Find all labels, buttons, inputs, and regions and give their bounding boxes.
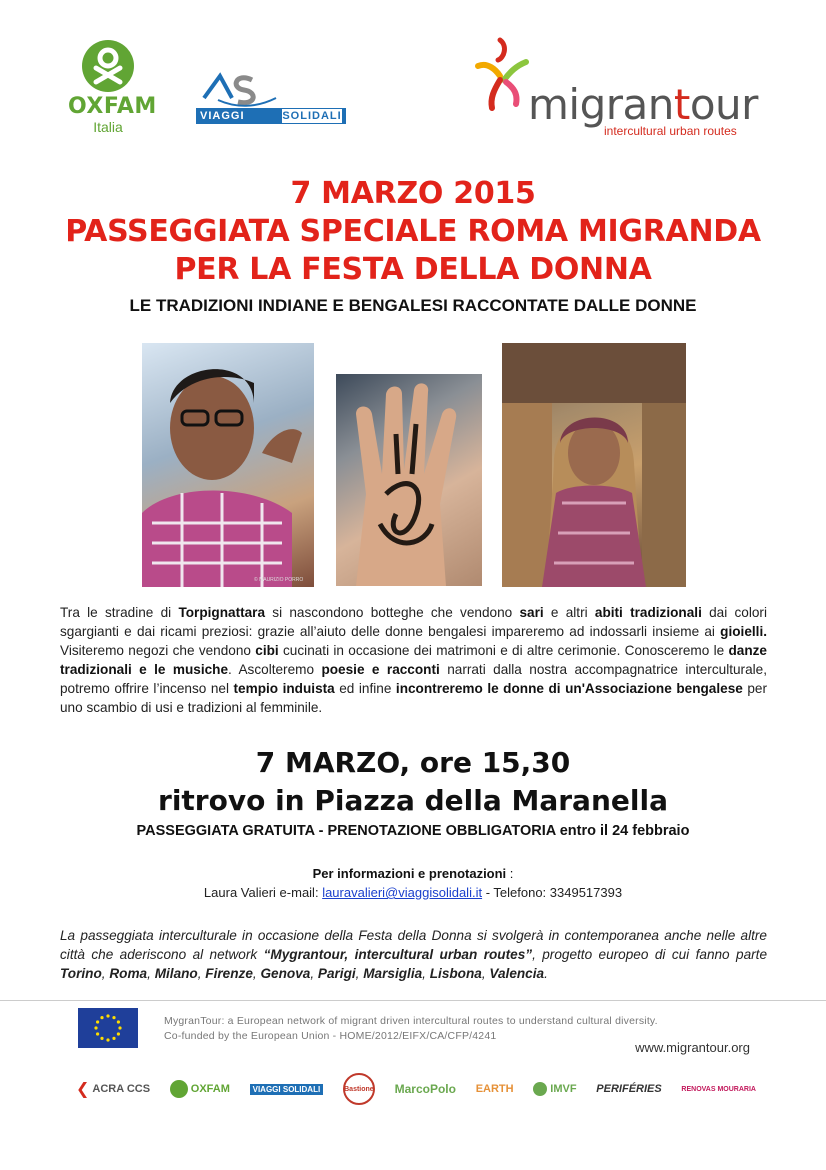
body-text-4: dai colori sgargianti e dai ricami preziosi: grazie all’aiuto delle donne bengalesi impareremo ad indossarli insieme ai [60, 605, 767, 639]
partner-marcopolo-name: MarcoPolo [394, 1082, 456, 1096]
migrantour-name [528, 80, 758, 129]
contact-line [0, 885, 826, 900]
body-text-3: e altri [543, 605, 595, 620]
body-bold-6: danze tradizionali e le musiche [60, 643, 767, 677]
partner-acra [76, 1079, 150, 1099]
body-bold-5: cibi [255, 643, 279, 658]
vs-left: VIAGGI [200, 110, 245, 122]
body-bold-3: abiti tradizionali [594, 605, 702, 620]
body-bold-4: gioielli. [720, 624, 767, 639]
event-booking-note: PASSEGGIATA GRATUITA - PRENOTAZIONE OBBLIGATORIA entro il 24 febbraio [136, 823, 690, 839]
city-genova: Genova [260, 966, 311, 981]
title-line-3: PER LA FESTA DELLA DONNA [174, 252, 652, 287]
partner-marcopolo [395, 1082, 456, 1096]
acra-arrow-icon: ❮ [76, 1081, 90, 1098]
body-text-7: . Ascolteremo [228, 662, 322, 677]
body-text-9: ed infine [334, 681, 396, 696]
eu-flag-icon [78, 1008, 138, 1048]
body-text-6: cucinati in occasione dei matrimoni e di altre cerimonie. Conosceremo le [278, 643, 729, 658]
description-paragraph [60, 603, 767, 717]
viaggi-solidali-logo [196, 68, 348, 128]
network-paragraph: La passeggiata interculturale in occasione della Festa della Donna si svolgerà in contemporanea anche nelle altre città che aderiscono al network “Mygrantour, intercultural urban routes”, progetto europeo di cui fanno parte Torino, Roma, Milano, Firenze, Genova, Parigi, Marsiglia, Lisbona, Valencia. [60, 928, 768, 981]
imvf-globe-icon [533, 1082, 547, 1096]
body-bold-1: Torpignattara [178, 605, 266, 620]
partner-peripheries-name: PERIFÉRIES [596, 1083, 662, 1095]
info-heading-colon: : [506, 866, 514, 881]
body-bold-7: poesie e racconti [321, 662, 440, 677]
migrantour-tagline: intercultural urban routes [604, 124, 737, 138]
partner-vs-name: VIAGGI SOLIDALI [250, 1084, 324, 1095]
partner-viaggi-solidali [250, 1084, 324, 1095]
body-text-8: narrati dalla nostra accompagnatrice interculturale, potremo offrire l’incenso nel [60, 662, 767, 696]
subtitle: LE TRADIZIONI INDIANE E BENGALESI RACCONTATE DALLE DONNE [129, 296, 697, 315]
oxfam-small-icon [170, 1080, 188, 1098]
title-line-1: 7 MARZO 2015 [290, 176, 536, 211]
partner-earth [476, 1083, 514, 1095]
eu-text-line-2: Co-funded by the European Union - HOME/2012/EIFX/CA/CFP/4241 [164, 1030, 497, 1042]
contact-prefix: Laura Valieri e-mail: [203, 885, 323, 900]
photo-credit: © MAURIZIO PORRO [254, 577, 304, 583]
city-parigi: Parigi [317, 966, 356, 981]
oxfam-sub: Italia [93, 119, 123, 135]
network-text-2: , progetto europeo di cui fanno parte [532, 947, 768, 962]
vs-mark-icon [196, 68, 348, 110]
title-line-2: PASSEGGIATA SPECIALE ROMA MIGRANDA [65, 214, 761, 249]
oxfam-logo [68, 40, 157, 135]
body-text-10: per uno scambio di usi e tradizioni al femminile. [60, 681, 768, 715]
website-link[interactable]: www.migrantour.org [635, 1040, 750, 1055]
partner-bastione [343, 1073, 375, 1105]
partner-oxfam [170, 1080, 230, 1098]
partner-earth-name: EARTH [475, 1083, 514, 1095]
partner-renovar-name: RENOVAS MOURARIA [681, 1085, 756, 1093]
body-text-2: si nascondono botteghe che vendono [265, 605, 520, 620]
city-roma: Roma [109, 966, 148, 981]
city-firenze: Firenze [205, 966, 253, 981]
body-bold-2: sari [519, 605, 544, 620]
migrantour-name-pre: migran [528, 80, 674, 129]
partner-imvf [533, 1082, 576, 1096]
body-bold-8: tempio induista [233, 681, 335, 696]
photo-girl [142, 343, 314, 587]
city-torino: Torino [60, 966, 102, 981]
migrantour-logo [470, 36, 770, 140]
partner-acra-name: ACRA CCS [92, 1083, 151, 1095]
partner-imvf-name: IMVF [550, 1083, 577, 1095]
email-link[interactable]: lauravalieri@viaggisolidali.it [322, 885, 483, 900]
eu-text-line-1: MygranTour: a European network of migrant driven intercultural routes to understand cultural diversity. [164, 1015, 658, 1027]
oxfam-name: OXFAM [68, 94, 157, 119]
migrantour-figure-icon [470, 36, 534, 116]
partner-renovar-mouraria [681, 1086, 756, 1093]
event-date: 7 MARZO, ore 15,30 [255, 746, 571, 779]
contact-phone: - Telefono: 3349517393 [482, 885, 623, 900]
oxfam-figure-icon [82, 40, 134, 92]
body-text-1: Tra le stradine di [60, 605, 179, 620]
info-heading [0, 866, 826, 881]
vs-right: SOLIDALI [282, 110, 342, 122]
partner-oxfam-name: OXFAM [190, 1083, 230, 1095]
city-marsiglia: Marsiglia [363, 966, 423, 981]
partner-bastione-name: Bastione [343, 1073, 375, 1105]
info-heading-text: Per informazioni e prenotazioni [312, 866, 507, 881]
city-valencia: Valencia [489, 966, 545, 981]
body-bold-9: incontreremo le donne di un'Associazione bengalese [395, 681, 743, 696]
photo-henna-hand [336, 374, 482, 586]
migrantour-name-post: our [689, 80, 758, 129]
partner-peripheries [596, 1083, 661, 1095]
city-milano: Milano [154, 966, 198, 981]
event-place: ritrovo in Piazza della Maranella [158, 784, 668, 817]
partner-logos [76, 1072, 756, 1106]
photo-woman [502, 343, 686, 587]
network-name: “Mygrantour, intercultural urban routes” [263, 947, 533, 962]
body-text-5: Visiteremo negozi che vendono [60, 643, 256, 658]
network-text-1: La passeggiata interculturale in occasione della Festa della Donna si svolgerà in contemporanea anche nelle altre città che aderiscono al network [60, 928, 767, 962]
migrantour-name-red: t [673, 80, 690, 129]
city-lisbona: Lisbona [429, 966, 482, 981]
